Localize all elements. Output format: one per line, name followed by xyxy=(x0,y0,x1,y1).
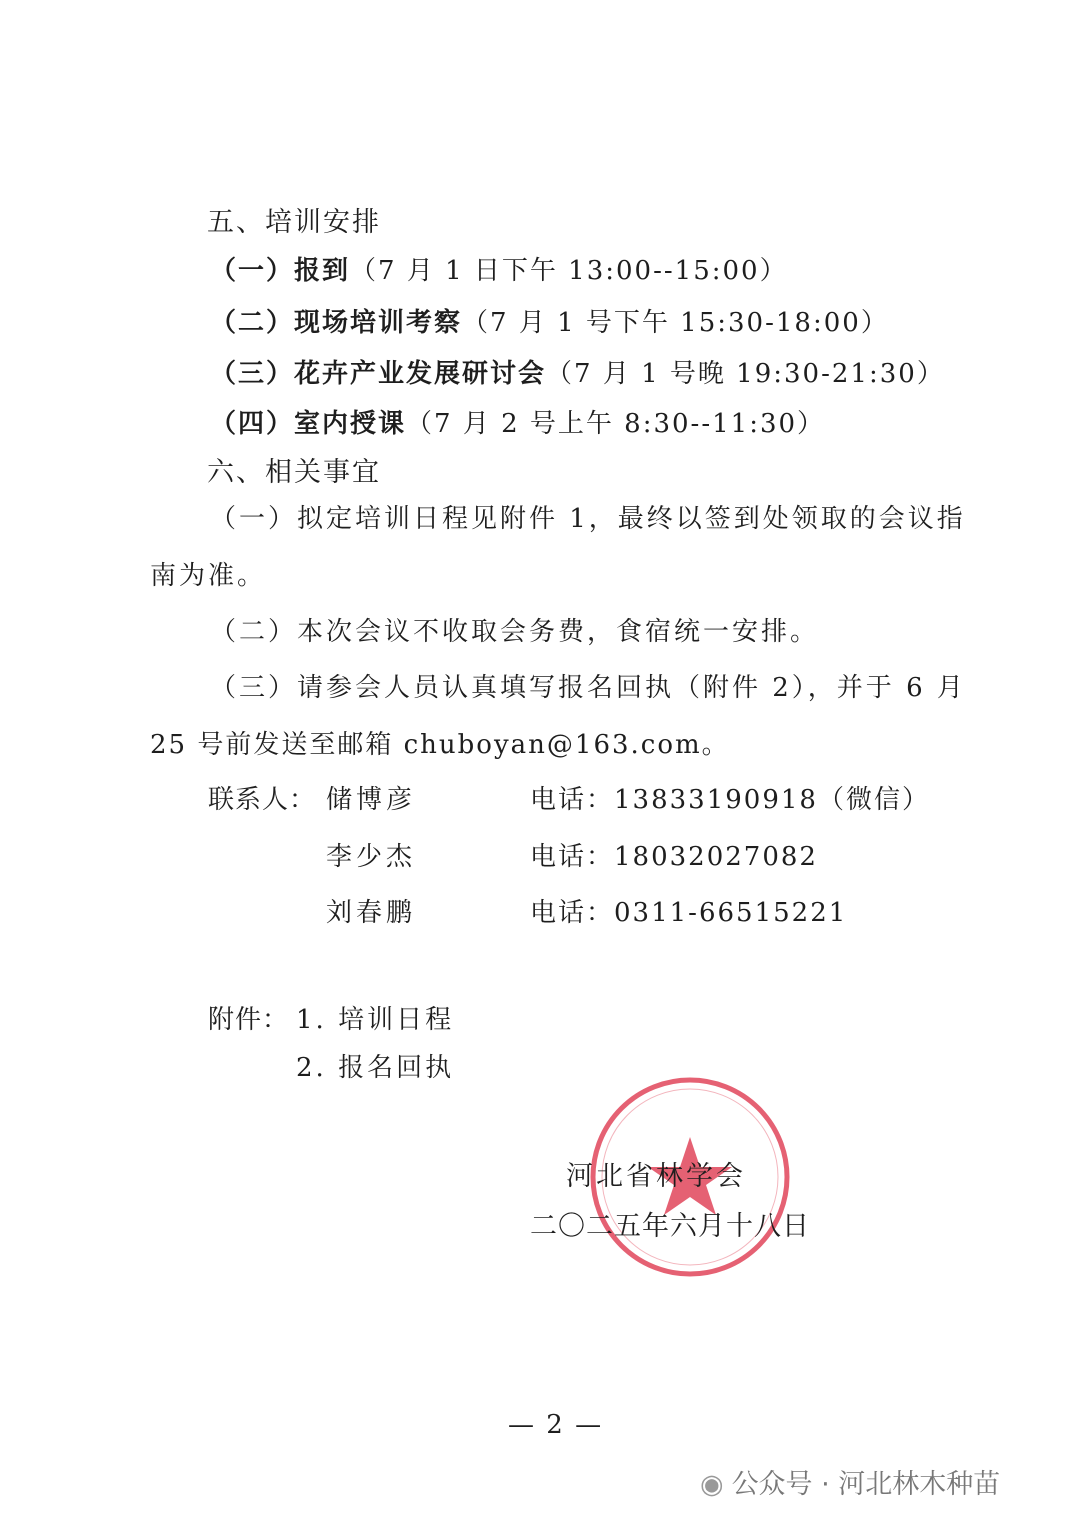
schedule-item-1 xyxy=(210,250,788,287)
attachments-label: 附件： xyxy=(208,1005,290,1035)
item-number: （一） xyxy=(210,256,295,286)
contacts-label: 联系人： xyxy=(208,785,317,815)
item-title: 现场培训考察 xyxy=(294,308,463,338)
wechat-icon: ◉ xyxy=(700,1469,724,1500)
item-title: 室内授课 xyxy=(294,409,407,439)
signature-org: 河北省林学会 xyxy=(566,1161,746,1192)
item-title: 花卉产业发展研讨会 xyxy=(294,359,547,389)
section5-heading: 五、培训安排 xyxy=(207,207,381,238)
attachment-item: 1. 培训日程 xyxy=(296,1005,455,1035)
item-number: （二） xyxy=(210,308,295,338)
item-time: （7 月 1 日下午 13:00--15:00） xyxy=(350,256,788,286)
contact-phone: 电话：13833190918（微信） xyxy=(530,785,930,815)
paragraph-3-line-1: （三）请参会人员认真填写报名回执（附件 2），并于 6 月 xyxy=(210,673,966,703)
item-title: 报到 xyxy=(294,256,351,286)
item-number: （四） xyxy=(210,409,295,439)
signature-date: 二〇二五年六月十八日 xyxy=(530,1211,810,1242)
schedule-item-4 xyxy=(210,403,825,440)
schedule-item-3 xyxy=(210,353,945,390)
item-time: （7 月 1 号下午 15:30-18:00） xyxy=(462,308,889,338)
item-number: （三） xyxy=(210,359,295,389)
item-time: （7 月 1 号晚 19:30-21:30） xyxy=(546,359,945,389)
page-number: — 2 — xyxy=(508,1410,604,1440)
contact-name: 李少杰 xyxy=(326,842,417,872)
section6-heading: 六、相关事宜 xyxy=(207,457,381,488)
paragraph-2: （二）本次会议不收取会务费，食宿统一安排。 xyxy=(210,617,820,647)
contact-phone: 电话：0311-66515221 xyxy=(530,898,848,928)
watermark xyxy=(700,1462,1000,1501)
paragraph-3-line-2: 25 号前发送至邮箱 chuboyan@163.com。 xyxy=(150,730,730,760)
contact-name: 刘春鹏 xyxy=(326,898,417,928)
attachment-item: 2. 报名回执 xyxy=(296,1053,455,1083)
item-time: （7 月 2 号上午 8:30--11:30） xyxy=(406,409,826,439)
paragraph-1-line-1: （一）拟定培训日程见附件 1，最终以签到处领取的会议指 xyxy=(210,504,966,534)
contact-phone: 电话：18032027082 xyxy=(530,842,818,872)
contact-name: 储博彦 xyxy=(326,785,417,815)
schedule-item-2 xyxy=(210,302,889,339)
paragraph-1-line-2: 南为准。 xyxy=(150,561,267,591)
watermark-text: 公众号 · 河北林木种苗 xyxy=(731,1469,1001,1500)
